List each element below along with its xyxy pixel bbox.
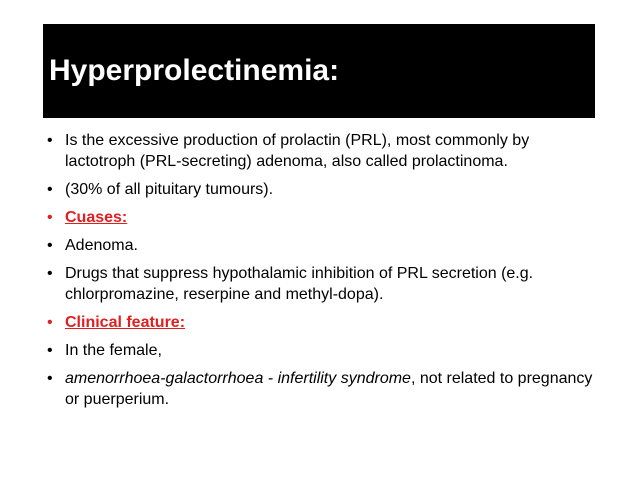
bullet-item-percentage (47, 179, 595, 200)
bullet-glyph: • (47, 370, 53, 387)
bullet-glyph: • (47, 314, 53, 331)
bullet-glyph: • (47, 132, 53, 149)
bullet-item-causes-heading (47, 207, 595, 228)
bullet-glyph: • (47, 265, 53, 282)
section-heading-clinical-feature: Clinical feature: (65, 314, 186, 331)
bullet-item-syndrome (47, 368, 595, 410)
bullet-text: , not related to pregnancy or puerperium. (65, 370, 593, 408)
bullet-text: Is the excessive production of prolactin (PRL), most commonly by lactotroph (PRL-secreting) adenoma, also called prolactinoma. (65, 132, 530, 170)
bullet-glyph: • (47, 209, 53, 226)
bullet-text: (30% of all pituitary tumours). (65, 181, 274, 198)
bullet-text: Adenoma. (65, 237, 138, 254)
bullet-item-clinical-heading (47, 312, 595, 333)
bullet-item-female (47, 340, 595, 361)
bullet-item-definition (47, 130, 595, 172)
bullet-text: Drugs that suppress hypothalamic inhibition of PRL secretion (e.g. chlorpromazine, reserpine and methyl-dopa). (65, 265, 534, 303)
bullet-text: In the female, (65, 342, 162, 359)
bullet-item-adenoma (47, 235, 595, 256)
title-bar (43, 24, 595, 118)
bullet-glyph: • (47, 237, 53, 254)
bullet-text-italic: amenorrhoea-galactorrhoea - infertility syndrome (65, 370, 411, 387)
slide-title: Hyperprolectinemia: (49, 54, 340, 87)
bullet-list (47, 130, 595, 417)
bullet-glyph: • (47, 181, 53, 198)
section-heading-causes: Cuases: (65, 209, 128, 226)
bullet-item-drugs (47, 263, 595, 305)
bullet-glyph: • (47, 342, 53, 359)
